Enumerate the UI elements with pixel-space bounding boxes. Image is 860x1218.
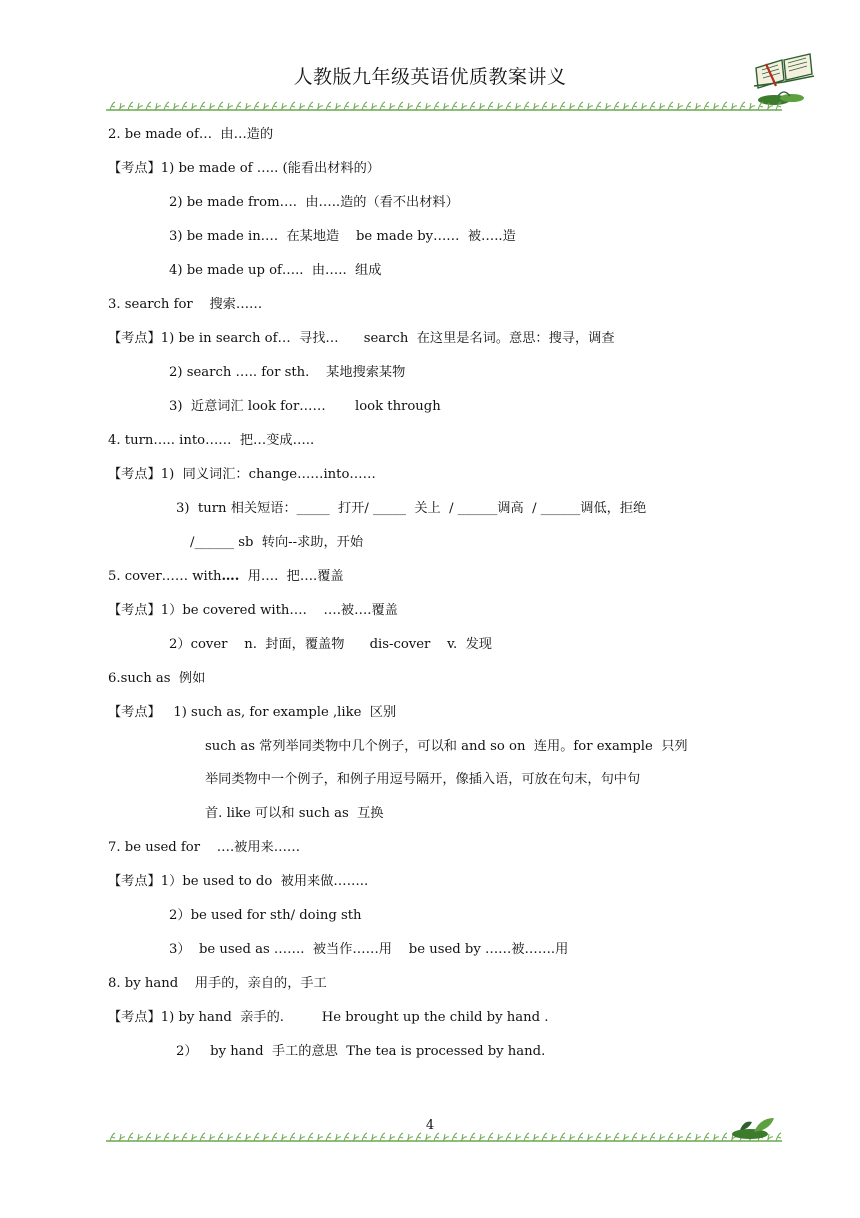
vine-sprig (263, 1134, 269, 1141)
vine-sprig (506, 102, 511, 110)
item-5-heading-text: 5. cover…… with (108, 569, 222, 584)
explanation-line: such as 常列举同类物中几个例子，可以和 and so on 连用。for example 只列 (205, 739, 688, 754)
vine-sprig (245, 103, 251, 110)
exam-point-subline: 2) be made from…. 由…..造的（看不出材料） (169, 195, 459, 210)
vine-sprig (443, 103, 449, 110)
vine-sprig (191, 103, 197, 110)
vine-sprig (362, 1133, 367, 1141)
vine-sprig (146, 1133, 151, 1141)
vine-sprig (200, 102, 205, 110)
vine-sprig (677, 103, 683, 110)
vine-sprig (218, 102, 223, 110)
exam-point-subline: 4) be made up of….. 由….. 组成 (169, 263, 382, 278)
vine-sprig (137, 103, 143, 110)
vine-sprig (452, 1133, 457, 1141)
vine-sprig (713, 103, 719, 110)
item-6-heading: 6.such as 例如 (108, 671, 206, 686)
vine-sprig (209, 103, 215, 110)
vine-sprig (650, 102, 655, 110)
vine-sprig (596, 102, 601, 110)
vine-sprig (254, 102, 259, 110)
vine-sprig (641, 1134, 647, 1141)
exam-point-subline: 2) search ….. for sth. 某地搜索某物 (169, 365, 406, 380)
item-7-heading: 7. be used for ….被用来…… (108, 840, 301, 855)
vine-sprig (272, 1133, 277, 1141)
vine-sprig (389, 103, 395, 110)
vine-sprig (398, 1133, 403, 1141)
vine-sprig (560, 1133, 565, 1141)
vine-sprig (308, 1133, 313, 1141)
header-title: 人教版九年级英语优质教案讲义 (293, 66, 567, 88)
vine-sprig (380, 102, 385, 110)
vine-sprig (686, 1133, 691, 1141)
exam-point-line: 【考点】1) be in search of… 寻找… search 在这里是名词。意思：搜寻，调查 (108, 331, 615, 346)
vine-sprig (281, 103, 287, 110)
vine-sprig (110, 1133, 115, 1141)
vine-sprig (749, 103, 755, 110)
vine-sprig (236, 1133, 241, 1141)
exam-point-line: 【考点】1）be used to do 被用来做…….. (108, 874, 369, 889)
vine-sprig (425, 1134, 431, 1141)
vine-sprig (704, 102, 709, 110)
vine-sprig (236, 102, 241, 110)
explanation-line: 首. like 可以和 such as 互换 (205, 806, 384, 821)
vine-sprig (551, 1134, 557, 1141)
vine-sprig (416, 102, 421, 110)
item-8-heading: 8. by hand 用手的，亲自的，手工 (108, 976, 327, 991)
vine-sprig (119, 103, 125, 110)
vine-sprig (434, 102, 439, 110)
vine-sprig (587, 103, 593, 110)
vine-sprig (326, 1133, 331, 1141)
vine-sprig (542, 102, 547, 110)
exam-point-subline: 2）cover n. 封面，覆盖物 dis-cover v. 发现 (169, 637, 492, 652)
vine-sprig (434, 1133, 439, 1141)
vine-sprig (407, 1134, 413, 1141)
vine-sprig (164, 1133, 169, 1141)
vine-sprig (380, 1133, 385, 1141)
vine-sprig (515, 1134, 521, 1141)
vine-sprig (488, 102, 493, 110)
vine-sprig (506, 1133, 511, 1141)
vine-sprig (542, 1133, 547, 1141)
vine-sprig (398, 102, 403, 110)
exam-point-subline: 3) 近意词汇 look for…… look through (169, 399, 441, 414)
vine-sprig (110, 102, 115, 110)
vine-sprig (371, 103, 377, 110)
vine-sprig (632, 1133, 637, 1141)
vine-sprig (317, 103, 323, 110)
vine-sprig (173, 1134, 179, 1141)
item-2-heading: 2. be made of… 由…造的 (108, 127, 274, 142)
vine-sprig (200, 1133, 205, 1141)
vine-sprig (425, 103, 431, 110)
vine-sprig (344, 1133, 349, 1141)
vine-sprig (164, 102, 169, 110)
vine-sprig (623, 1134, 629, 1141)
vine-sprig (128, 102, 133, 110)
item-5-heading-meaning: 用…. 把….覆盖 (239, 569, 344, 584)
vine-sprig (371, 1134, 377, 1141)
vine-sprig (353, 1134, 359, 1141)
vine-sprig (182, 102, 187, 110)
vine-sprig (722, 102, 727, 110)
vine-sprig (569, 1134, 575, 1141)
vine-sprig (659, 1134, 665, 1141)
vine-sprig (272, 102, 277, 110)
vine-sprig (299, 1134, 305, 1141)
vine-sprig (263, 103, 269, 110)
vine-sprig (722, 1133, 727, 1141)
vine-sprig (740, 102, 745, 110)
vine-sprig (533, 103, 539, 110)
vine-sprig (128, 1133, 133, 1141)
exam-point-line: 【考点】1) be made of ….. (能看出材料的） (108, 161, 380, 176)
vine-sprig (767, 103, 773, 110)
vine-sprig (362, 102, 367, 110)
vine-sprig (587, 1134, 593, 1141)
vine-sprig (308, 102, 313, 110)
vine-sprig (254, 1133, 259, 1141)
vine-sprig (119, 1134, 125, 1141)
vine-sprig (695, 103, 701, 110)
vine-sprig (407, 103, 413, 110)
vine-sprig (731, 103, 737, 110)
exam-point-line: 【考点】1) 同义词汇：change……into…… (108, 467, 376, 482)
leaf-icon (730, 1112, 780, 1142)
vine-sprig (290, 1133, 295, 1141)
exam-point-subline: 3) be made in…. 在某地造 be made by…… 被…..造 (169, 229, 516, 244)
vine-sprig (479, 103, 485, 110)
vine-sprig (479, 1134, 485, 1141)
exam-point-subline: 2）be used for sth/ doing sth (169, 908, 362, 923)
exam-point-subline: 3） be used as ……. 被当作……用 be used by ……被…….用 (169, 942, 569, 957)
exam-point-subline: 3) turn 相关短语：_____ 打开/ _____ 关上 / ______调高 / ______调低，拒绝 (176, 501, 647, 516)
vine-sprig (677, 1134, 683, 1141)
vine-sprig (299, 103, 305, 110)
vine-sprig (641, 103, 647, 110)
vine-sprig (326, 102, 331, 110)
page-number: 4 (425, 1118, 435, 1133)
vine-sprig (173, 103, 179, 110)
vine-sprig (146, 102, 151, 110)
exam-point-subline: /______ sb 转向--求助，开始 (190, 535, 364, 550)
vine-sprig (776, 102, 781, 110)
vine-sprig (155, 103, 161, 110)
vine-sprig (668, 102, 673, 110)
vine-sprig (578, 1133, 583, 1141)
exam-point-line: 【考点】1) by hand 亲手的. He brought up the child by hand . (108, 1010, 549, 1025)
vine-sprig (137, 1134, 143, 1141)
vine-sprig (317, 1134, 323, 1141)
vine-sprig (713, 1134, 719, 1141)
exam-point-line: 【考点】1）be covered with…. ….被….覆盖 (108, 603, 398, 618)
vine-sprig (659, 103, 665, 110)
vine-sprig (245, 1134, 251, 1141)
vine-sprig (704, 1133, 709, 1141)
vine-sprig (209, 1134, 215, 1141)
decorative-vine-top (106, 97, 782, 113)
vine-sprig (650, 1133, 655, 1141)
exam-point-subline: 2） by hand 手工的意思 The tea is processed by hand. (176, 1044, 546, 1059)
vine-sprig (470, 1133, 475, 1141)
vine-sprig (461, 1134, 467, 1141)
vine-sprig (695, 1134, 701, 1141)
vine-sprig (191, 1134, 197, 1141)
vine-sprig (443, 1134, 449, 1141)
vine-sprig (668, 1133, 673, 1141)
vine-sprig (614, 1133, 619, 1141)
vine-sprig (551, 103, 557, 110)
vine-sprig (605, 1134, 611, 1141)
vine-sprig (632, 102, 637, 110)
vine-sprig (281, 1134, 287, 1141)
vine-sprig (353, 103, 359, 110)
vine-sprig (335, 103, 341, 110)
vine-sprig (515, 103, 521, 110)
vine-sprig (560, 102, 565, 110)
vine-sprig (416, 1133, 421, 1141)
vine-sprig (218, 1133, 223, 1141)
vine-sprig (758, 102, 763, 110)
decorative-vine-bottom (106, 1128, 782, 1144)
vine-sprig (497, 1134, 503, 1141)
vine-sprig (596, 1133, 601, 1141)
vine-sprig (524, 1133, 529, 1141)
item-5-heading (108, 568, 344, 586)
vine-sprig (623, 103, 629, 110)
vine-sprig (227, 1134, 233, 1141)
vine-sprig (344, 102, 349, 110)
vine-sprig (524, 102, 529, 110)
vine-sprig (182, 1133, 187, 1141)
vine-sprig (488, 1133, 493, 1141)
explanation-line: 举同类物中一个例子，和例子用逗号隔开，像插入语，可放在句末，句中句 (205, 772, 641, 787)
vine-sprig (227, 103, 233, 110)
vine-sprig (497, 103, 503, 110)
exam-point-line: 【考点】 1) such as, for example ,like 区别 (108, 705, 397, 720)
vine-sprig (461, 103, 467, 110)
vine-sprig (389, 1134, 395, 1141)
vine-sprig (335, 1134, 341, 1141)
vine-sprig (290, 102, 295, 110)
item-5-heading-dots: …. (221, 569, 240, 584)
vine-sprig (155, 1134, 161, 1141)
vine-sprig (686, 102, 691, 110)
vine-sprig (614, 102, 619, 110)
vine-sprig (533, 1134, 539, 1141)
vine-sprig (452, 102, 457, 110)
vine-sprig (470, 102, 475, 110)
item-3-heading: 3. search for 搜索…… (108, 297, 263, 312)
item-4-heading: 4. turn….. into…… 把…变成….. (108, 433, 315, 448)
vine-sprig (605, 103, 611, 110)
vine-sprig (578, 102, 583, 110)
vine-sprig (569, 103, 575, 110)
